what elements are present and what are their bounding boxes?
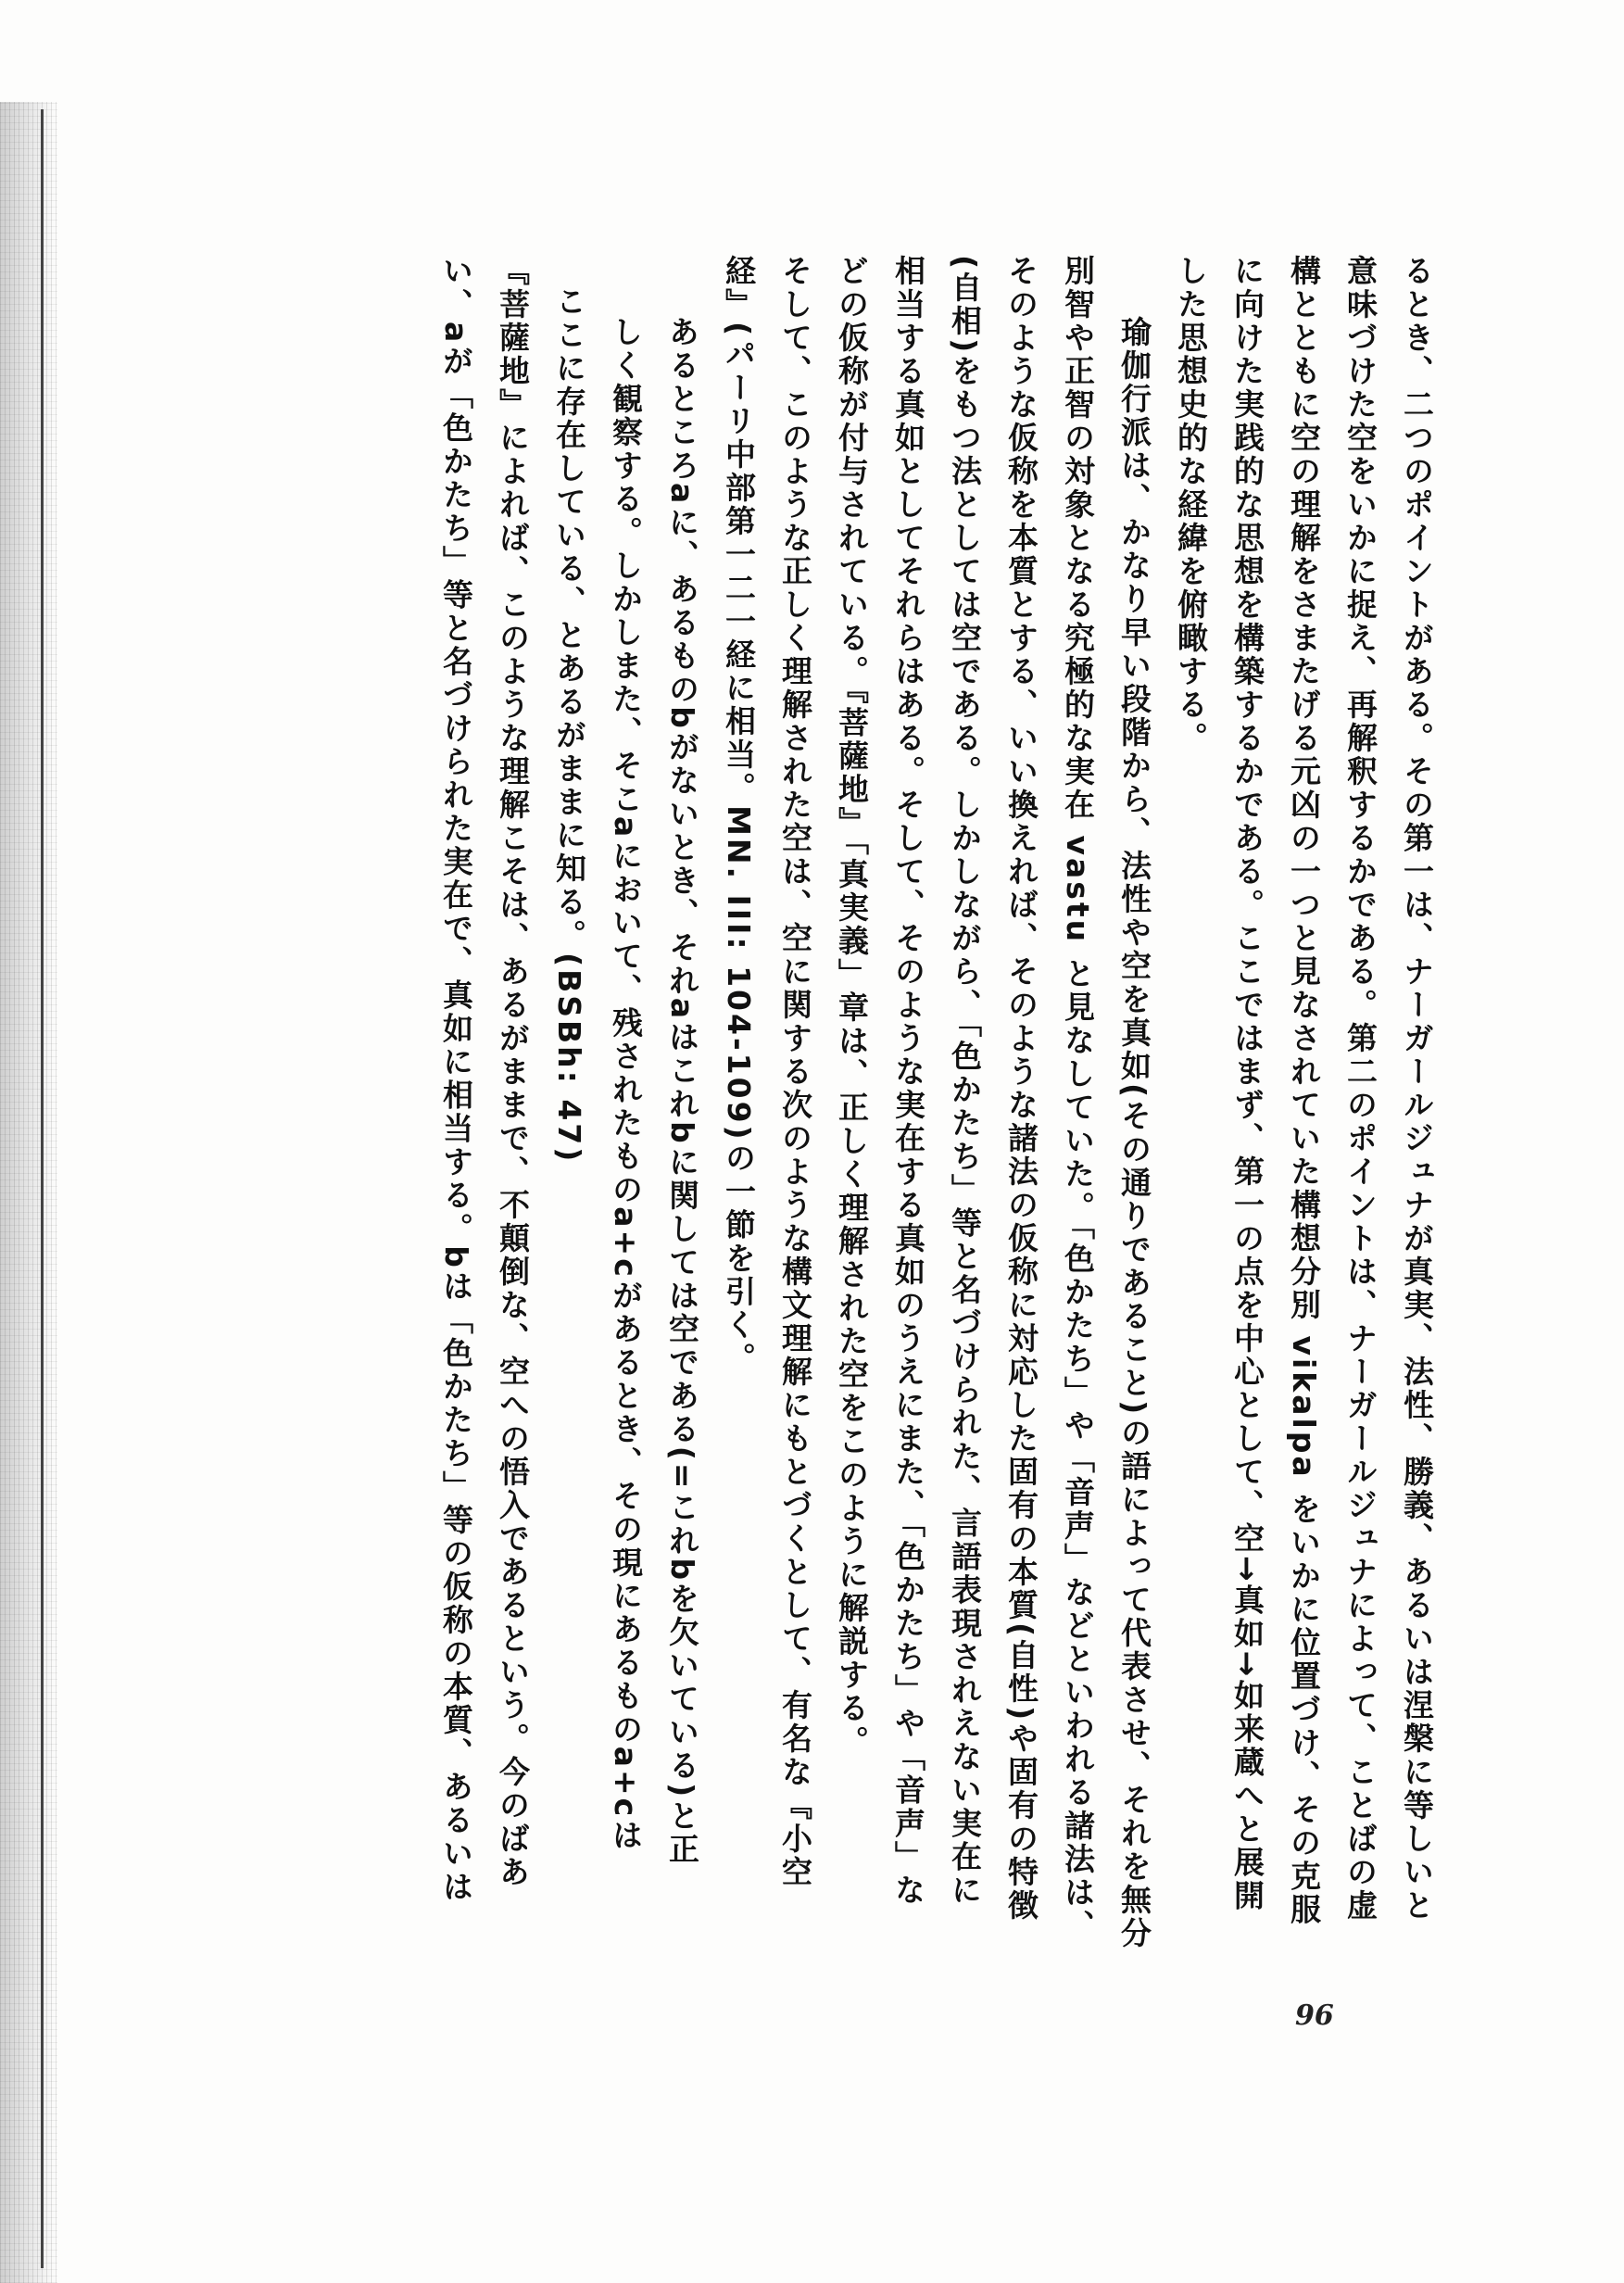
- text-line: 別智や正智の対象となる究極的な実在 vastu と見なしていた。「色かたち」や「音声」などといわれる諸法は、: [1060, 255, 1096, 1944]
- text-line: した思想史的な経緯を俯瞰する。: [1173, 255, 1209, 755]
- text-line: 『菩薩地』によれば、このような理解こそは、あるがままで、不顛倒な、空への悟入であるという。今のばあ: [495, 255, 531, 1889]
- text-line: 相当する真如としてそれらはある。そして、そのような実在する真如のうえにまた、「色かたち」や「音声」な: [890, 255, 926, 1908]
- text-line: るとき、二つのポイントがある。その第一は、ナーガールジュナが真実、法性、勝義、あるいは涅槃に等しいと: [1399, 255, 1435, 1923]
- binding-edge-line: [41, 109, 44, 2268]
- text-line: (自相)をもつ法としては空である。しかしながら、「色かたち」等と名づけられた、言語表現されえない実在に: [947, 255, 983, 1908]
- text-line: どの仮称が付与されている。『菩薩地』「真実義」章は、正しく理解された空をこのように解説する。: [834, 255, 870, 1759]
- quoted-text-line: ここに存在している、とあるがままに知る。(BSBh: 47): [551, 285, 587, 1165]
- text-line: に向けた実践的な思想を構築するかである。ここではまず、第一の点を中心として、空→真如→如来蔵へと展開: [1229, 255, 1265, 1913]
- text-line: 経』(パーリ中部第一二一経に相当。MN. III: 104-109)の一節を引く。: [721, 255, 757, 1376]
- quoted-text-line: しく観察する。しかしまた、そこaにおいて、残されたものa+cがあるとき、その現にあるものa+cは: [608, 316, 644, 1853]
- text-line: そのような仮称を本質とする、いい換えれば、そのような諸法の仮称に対応した固有の本質(自性)や固有の特徴: [1003, 255, 1039, 1924]
- scanned-page-edge: [0, 102, 57, 2283]
- text-line: 意味づけた空をいかに捉え、再解釈するかである。第二のポイントは、ナーガールジュナによって、ことばの虚: [1342, 255, 1379, 1923]
- text-line: 構とともに空の理解をさまたげる元凶の一つと見なされていた構想分別 vikalpa をいかに位置づけ、その克服: [1286, 255, 1322, 1927]
- text-line: そして、このような正しく理解された空は、空に関する次のような構文理解にもとづくとして、有名な『小空: [777, 255, 813, 1889]
- page-number: 96: [1295, 1999, 1334, 2032]
- text-line: 瑜伽行派は、かなり早い段階から、法性や空を真如(その通りであること)の語によって代表させ、それを無分: [1116, 316, 1152, 1951]
- quoted-text-line: あるところaに、あるものbがないとき、それaはこれbに関しては空である(=これbを欠いている)と正: [664, 316, 700, 1867]
- text-line: い、aが「色かたち」等と名づけられた実在で、真如に相当する。bは「色かたち」等の仮称の本質、あるいは: [438, 255, 474, 1904]
- vertical-text-body: [334, 255, 1445, 1974]
